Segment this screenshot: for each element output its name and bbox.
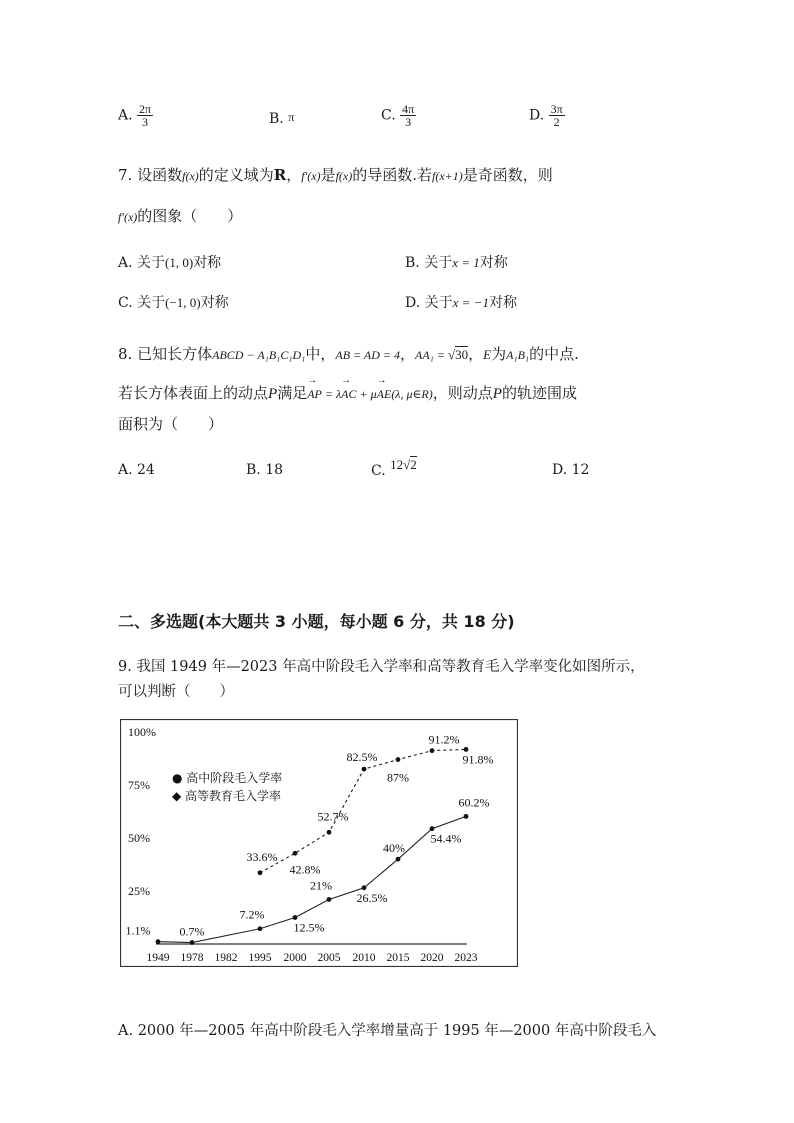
- data-label: 0.7%: [179, 924, 205, 939]
- option-letter: A.: [118, 255, 133, 271]
- text: 面积为（ ）: [118, 415, 224, 433]
- math: x = −1: [452, 295, 489, 310]
- text: 对称: [479, 255, 508, 271]
- q8-stem-line2: [118, 382, 577, 403]
- text: 是奇函数，则: [462, 166, 553, 184]
- option-value: π: [288, 110, 295, 124]
- math: x = 1: [452, 255, 480, 270]
- x-tick-label: 2015: [386, 952, 410, 964]
- text: 关于: [137, 295, 166, 311]
- sqrt-arg: 2: [410, 457, 417, 472]
- math: P: [268, 386, 278, 402]
- x-tick-label: 1982: [214, 952, 238, 964]
- math: f′(x): [118, 210, 138, 224]
- text: 关于: [424, 255, 453, 271]
- legend-item-higher-education: ◆ 高等教育毛入学率: [172, 789, 282, 803]
- text: 的图象（ ）: [137, 207, 243, 225]
- q9-stem-line2: 可以判断（ ）: [118, 684, 234, 700]
- option-letter: C.: [118, 295, 133, 311]
- text: 的导函数.若: [352, 166, 432, 184]
- q9-stem-line1: 9. 我国 1949 年—2023 年高中阶段毛入学率和高等教育毛入学率变化如图所示，: [118, 659, 645, 675]
- math: AB = AD = 4: [335, 348, 400, 362]
- data-point: [293, 851, 298, 856]
- data-point: [430, 748, 435, 753]
- denominator: 2: [553, 115, 560, 129]
- section-heading: 二、多选题(本大题共 3 小题，每小题 6 分，共 18 分): [118, 612, 515, 631]
- vector: → AP: [307, 387, 322, 402]
- data-label: 7.2%: [239, 907, 265, 922]
- data-point: [362, 767, 367, 772]
- text: 为: [491, 345, 507, 363]
- math: + μ: [356, 387, 377, 401]
- q7-option-a[interactable]: [118, 252, 221, 272]
- q7-stem-line2: [118, 205, 242, 226]
- data-label: 87%: [387, 770, 409, 785]
- data-point: [464, 747, 469, 752]
- math: A₁B₁: [506, 348, 530, 362]
- text: ，则动点: [432, 384, 493, 402]
- x-tick-label: 2005: [317, 952, 341, 964]
- data-label: 42.8%: [289, 862, 321, 877]
- math: (λ, μ∈R): [391, 387, 433, 401]
- data-label: 1.1%: [125, 923, 151, 938]
- text: 的中点.: [529, 345, 579, 363]
- option-letter: D.: [552, 462, 568, 478]
- text: ，: [400, 345, 416, 363]
- q6-option-c[interactable]: [381, 103, 416, 128]
- x-tick-label: 1978: [180, 952, 204, 964]
- option-letter: B.: [269, 111, 284, 127]
- text: 对称: [200, 295, 229, 311]
- math: f′(x): [301, 169, 321, 183]
- data-point: [396, 757, 401, 762]
- numerator: 3π: [550, 102, 563, 116]
- q7-option-d[interactable]: [405, 292, 517, 312]
- sqrt-arg: 30: [455, 347, 469, 362]
- data-point: [327, 830, 332, 835]
- vector: → AC: [341, 387, 356, 402]
- vector: → AE: [377, 387, 392, 402]
- math: E: [483, 347, 492, 362]
- question-number: 8.: [118, 345, 133, 363]
- data-point: [190, 940, 195, 945]
- q8-option-b[interactable]: [246, 462, 283, 478]
- option-value: 24: [137, 462, 155, 478]
- q8-option-d[interactable]: [552, 462, 589, 478]
- text: ，: [286, 166, 302, 184]
- sqrt-sign: √: [447, 347, 456, 362]
- option-letter: A.: [118, 107, 133, 124]
- text: 对称: [193, 255, 222, 271]
- math: = λ: [321, 387, 342, 401]
- x-tick-label: 2020: [420, 952, 444, 964]
- text: ，: [468, 345, 484, 363]
- option-letter: A.: [118, 462, 133, 478]
- data-label: 40%: [383, 841, 405, 856]
- option-letter: D.: [529, 107, 545, 124]
- text: 若长方体表面上的动点: [118, 384, 269, 402]
- data-point: [156, 939, 161, 944]
- text: 是: [320, 166, 336, 184]
- data-label: 21%: [310, 878, 332, 893]
- question-number: 7.: [118, 166, 133, 184]
- legend-item-high-school: ● 高中阶段毛入学率: [172, 771, 283, 785]
- denominator: 3: [405, 115, 412, 129]
- text: 对称: [488, 295, 517, 311]
- math: f(x+1): [432, 169, 463, 183]
- enrollment-rate-chart: [120, 719, 518, 967]
- math: (1, 0): [165, 255, 194, 270]
- option-letter: C.: [381, 107, 396, 124]
- fraction: [549, 103, 565, 128]
- option-letter: D.: [405, 295, 421, 311]
- data-point: [430, 826, 435, 831]
- data-label: 91.2%: [428, 732, 460, 747]
- y-tick-label: 75%: [128, 778, 150, 792]
- q7-stem-line1: [118, 164, 553, 185]
- numerator: 2π: [139, 102, 152, 116]
- numerator: 4π: [402, 102, 415, 116]
- x-tick-label: 1995: [248, 952, 272, 964]
- math: (−1, 0): [165, 295, 201, 310]
- q8-option-c[interactable]: [371, 457, 417, 479]
- coefficient: 12: [390, 457, 404, 472]
- q9-option-a[interactable]: A. 2000 年—2005 年高中阶段毛入学率增量高于 1995 年—2000 年高中阶段毛入: [118, 1023, 657, 1039]
- data-label: 26.5%: [356, 890, 388, 905]
- data-label: 33.6%: [246, 849, 278, 864]
- q7-option-c[interactable]: [118, 292, 229, 312]
- text: 满足: [277, 384, 308, 402]
- math: ABCD − A₁B₁C₁D₁: [212, 348, 306, 362]
- math: f(x): [182, 169, 199, 183]
- q7-option-b[interactable]: [405, 252, 508, 272]
- text: 设函数: [137, 166, 183, 184]
- math: f(x): [335, 169, 353, 183]
- option-value: 12: [571, 462, 590, 478]
- data-point: [327, 897, 332, 902]
- x-tick-label: 2023: [454, 952, 478, 964]
- denominator: 3: [142, 115, 149, 129]
- data-point: [362, 885, 367, 890]
- option-letter: C.: [371, 463, 386, 479]
- math: AA₁ =: [415, 348, 448, 362]
- y-tick-label: 25%: [128, 884, 150, 898]
- data-label: 60.2%: [458, 795, 490, 810]
- data-point: [293, 915, 298, 920]
- text: 关于: [424, 295, 453, 311]
- data-label: 82.5%: [346, 750, 378, 765]
- text: 关于: [137, 255, 166, 271]
- data-point: [258, 926, 263, 931]
- q6-option-d[interactable]: [529, 103, 565, 128]
- data-point: [396, 857, 401, 862]
- data-point: [464, 814, 469, 819]
- fraction: [137, 103, 153, 128]
- q6-option-b[interactable]: [269, 110, 294, 127]
- fraction: [400, 103, 416, 128]
- option-value: 18: [265, 462, 284, 478]
- q8-stem-line3: [118, 413, 223, 434]
- x-tick-label: 2000: [283, 952, 307, 964]
- x-tick-label: 2010: [352, 952, 376, 964]
- data-label: 91.8%: [462, 752, 494, 767]
- text: 的定义域为: [198, 166, 274, 184]
- text: 中，: [305, 345, 336, 363]
- q8-option-a[interactable]: [118, 462, 155, 478]
- q8-stem-line1: [118, 343, 579, 364]
- data-point: [258, 870, 263, 875]
- text: 已知长方体: [137, 345, 213, 363]
- math: P: [492, 386, 502, 402]
- option-letter: B.: [246, 462, 261, 478]
- x-tick-label: 1949: [146, 952, 170, 964]
- sqrt-sign: √: [403, 457, 411, 472]
- y-tick-label: 50%: [128, 831, 150, 845]
- text: 的轨迹围成: [501, 384, 577, 402]
- data-label: 12.5%: [293, 920, 325, 935]
- data-label: 54.4%: [430, 831, 462, 846]
- option-letter: B.: [405, 255, 420, 271]
- math: R: [273, 166, 287, 184]
- data-label: 52.7%: [317, 809, 349, 824]
- y-tick-label: 100%: [128, 725, 156, 739]
- q6-option-a[interactable]: [118, 103, 153, 128]
